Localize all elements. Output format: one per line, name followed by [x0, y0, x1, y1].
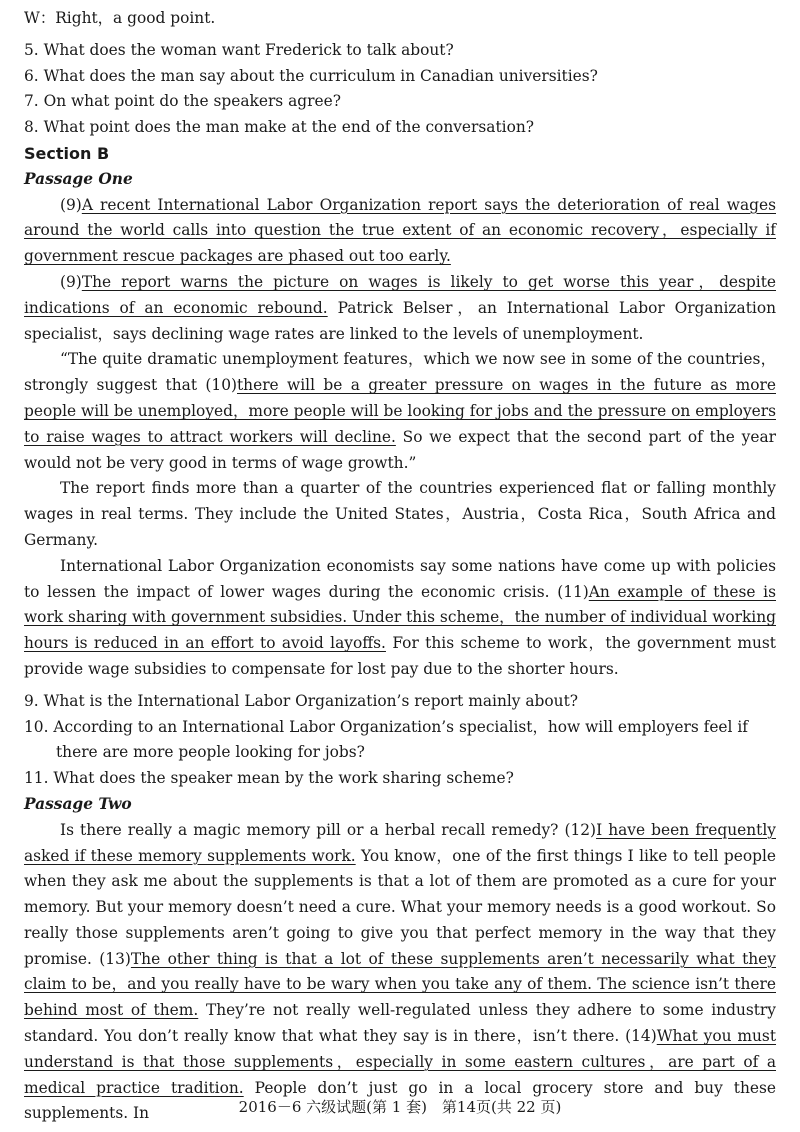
question-item: 5. What does the woman want Frederick to talk about? — [24, 40, 454, 59]
paragraph-text: International Labor Organization economists say some nations have come up with policies to lessen the impact of lower wages during the economic crisis. (11) — [24, 556, 776, 601]
question-item: 8. What point does the man make at the end of the conversation? — [24, 118, 535, 137]
underlined-text: What you must understand is that those supplements，especially in some eastern cultures，are part of a medical practice tradition. — [24, 1027, 777, 1097]
question-item: 11. What does the speaker mean by the work sharing scheme? — [24, 769, 514, 788]
underlined-text: A recent International Labor Organization report says the deterioration of real wages around the world calls into question the true extent of an economic recovery，especially if government rescue packages are phased out too early. — [24, 195, 776, 266]
paragraph-text: You know，one of the first things I like to tell people when they ask me about the supplements is that a lot of them are promoted as a cure for your memory. But your memory doesn’t need a cure. What your memory needs is a good workout. So really those supplements aren’t going to give you that perfect memory in the way that they promise. (13) — [24, 846, 777, 968]
paragraph-text: So we expect that the second part of the year would not be very good in terms of wage growth.” — [24, 427, 776, 472]
dialogue-line: W：Right，a good point. — [24, 9, 216, 27]
questions-list-a — [24, 38, 776, 141]
question-item: 10. According to an International Labor Organization’s specialist，how will employers feel if there are more people looking for jobs? — [24, 717, 748, 762]
underlined-text: The other thing is that a lot of these supplements aren’t necessarily what they claim to be，and you really have to be wary when you take any of them. The science isn’t there behind most of them. — [24, 949, 776, 1020]
passage-paragraph — [24, 347, 776, 476]
document-page — [24, 6, 776, 1127]
question-item: 7. On what point do the speakers agree? — [24, 92, 341, 111]
passage-heading: Passage Two — [24, 794, 132, 813]
underlined-text: there will be a greater pressure on wages in the future as more people will be unemployed，more people will be looking for jobs and the pressure on employers to raise wages to attract workers will decline. — [24, 376, 776, 446]
page-footer: 2016－6 六级试题(第 1 套) 第14页(共 22 页) — [238, 1098, 562, 1116]
section-heading: Section B — [24, 143, 110, 163]
underlined-text: The report warns the picture on wages is likely to get worse this year，despite indications of an economic rebound. — [24, 272, 776, 317]
paragraph-text: People don’t just go in a local grocery store and buy these supplements. In — [24, 1078, 776, 1123]
question-marker: (9) — [60, 272, 82, 291]
passage-paragraph — [24, 193, 776, 270]
paragraph-text: “The quite dramatic unemployment features，which we now see in some of the countries，strongly suggest that (10) — [24, 350, 776, 395]
question-item: 6. What does the man say about the curriculum in Canadian universities? — [24, 66, 598, 85]
passage-paragraph: The report finds more than a quarter of the countries experienced flat or falling monthly wages in real terms. They include the United States，Austria，Costa Rica，South Africa and Germany. — [24, 479, 776, 549]
underlined-text: I have been frequently asked if these memory supplements work. — [24, 820, 776, 865]
passage-heading: Passage One — [24, 169, 133, 188]
paragraph-text: For this scheme to work，the government must provide wage subsidies to compensate for lost pay due to the shorter hours. — [24, 634, 776, 678]
paragraph-text: Patrick Belser，an International Labor Organization specialist，says declining wage rates are linked to the levels of unemployment. — [24, 298, 776, 343]
paragraph-text: Is there really a magic memory pill or a herbal recall remedy? (12) — [60, 820, 597, 839]
question-marker: (9) — [60, 195, 82, 214]
paragraph-text: They’re not really well-regulated unless they adhere to some industry standard. You don’t really know that what they say is in there，isn’t there. (14) — [24, 1001, 776, 1046]
question-item: 9. What is the International Labor Organization’s report mainly about? — [24, 691, 579, 710]
passage-paragraph — [24, 554, 776, 683]
passage-paragraph — [24, 270, 776, 347]
underlined-text: An example of these is work sharing with government subsidies. Under this scheme，the number of individual working hours is reduced in an effort to avoid layoffs. — [24, 582, 776, 653]
passage-paragraph — [24, 818, 776, 1128]
questions-list-b — [24, 689, 776, 792]
